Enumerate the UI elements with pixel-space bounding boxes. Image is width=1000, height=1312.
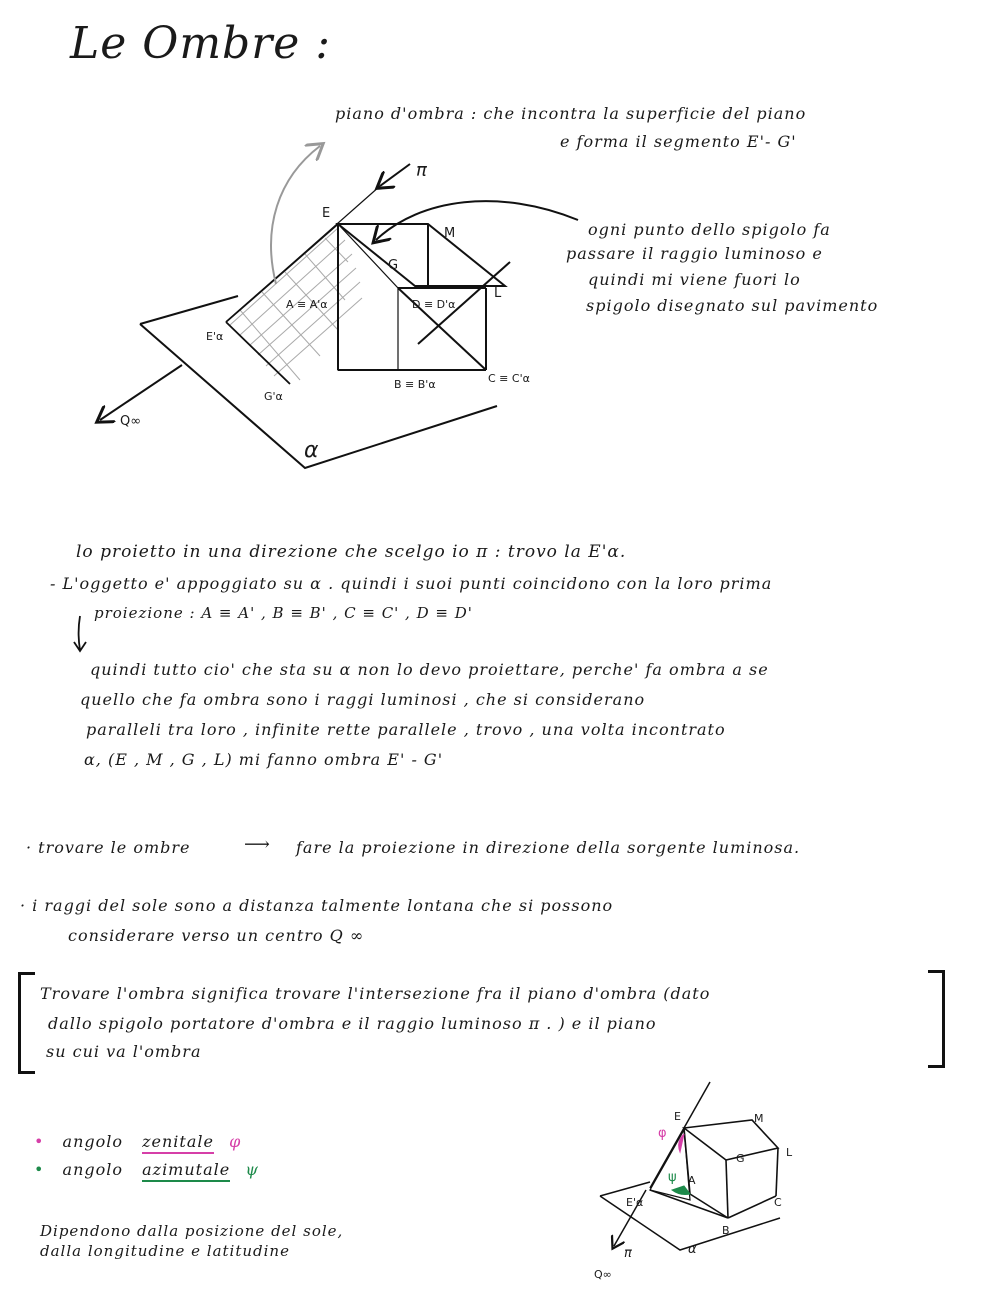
zenith-word: zenitale — [142, 1132, 214, 1154]
green-bullet-icon: • — [34, 1160, 44, 1179]
d2-label-L: L — [786, 1146, 793, 1159]
azimuth-angle-mark — [672, 1186, 690, 1195]
label-Q: Q∞ — [120, 414, 142, 429]
label-G-prime: G'α — [264, 390, 283, 403]
label-M: M — [444, 226, 456, 241]
bullet-find-shadows: · trovare le ombre — [26, 838, 191, 857]
note-ray-line1: ogni punto dello spigolo fa — [588, 220, 831, 239]
boxed-line1: Trovare l'ombra significa trovare l'intersezione fra il piano d'ombra (dato — [40, 984, 711, 1003]
label-pi: π — [416, 160, 428, 181]
label-B: B ≡ B'α — [394, 378, 436, 391]
label-E-prime: E'α — [206, 330, 224, 343]
para1-line1: lo proietto in una direzione che scelgo io π : trovo la E'α. — [76, 542, 627, 562]
azimuth-symbol: ψ — [245, 1160, 259, 1179]
para1-line3: proiezione : A ≡ A' , B ≡ B' , C ≡ C' , D ≡ D' — [94, 604, 473, 622]
azimuth-label: angolo — [62, 1160, 123, 1179]
page-title: Le Ombre : — [70, 18, 332, 69]
label-A: A ≡ A'α — [286, 298, 328, 311]
label-C: C ≡ C'α — [488, 372, 530, 385]
d2-label-phi: φ — [658, 1126, 667, 1141]
depends-line1: Dipendono dalla posizione del sole, — [40, 1222, 344, 1240]
pink-bullet-icon: • — [34, 1132, 44, 1151]
d2-label-E-prime: E'α — [626, 1196, 644, 1209]
d2-label-alpha: α — [688, 1242, 698, 1257]
note-shadow-plane-line1: piano d'ombra : che incontra la superficie del piano — [335, 104, 807, 123]
d2-label-A: A — [688, 1174, 696, 1187]
d2-label-Q: Q∞ — [594, 1268, 612, 1281]
label-L: L — [494, 286, 502, 301]
d2-label-M: M — [754, 1112, 764, 1125]
d2-label-psi: ψ — [668, 1170, 677, 1185]
bullet-sun-rays-line2: considerare verso un centro Q ∞ — [68, 926, 365, 945]
bullet-find-shadows-right: fare la proiezione in direzione della sorgente luminosa. — [296, 838, 801, 857]
label-E: E — [322, 206, 331, 221]
note-ray-line2: passare il raggio luminoso e — [566, 244, 823, 263]
bullet-sun-rays-line1: · i raggi del sole sono a distanza talmente lontana che si possono — [20, 896, 614, 915]
para2-line2: quello che fa ombra sono i raggi luminosi , che si considerano — [80, 690, 646, 709]
azimuth-word: azimutale — [142, 1160, 230, 1182]
d2-label-G: G — [736, 1152, 745, 1165]
note-shadow-plane-line2: e forma il segmento E'- G' — [560, 132, 797, 151]
zenith-symbol: φ — [229, 1132, 242, 1151]
d2-label-E: E — [674, 1110, 681, 1123]
para2-line4: α, (E , M , G , L) mi fanno ombra E' - G' — [84, 750, 444, 769]
depends-line2: dalla longitudine e latitudine — [40, 1242, 290, 1260]
label-alpha: α — [304, 438, 320, 463]
boxed-line2: dallo spigolo portatore d'ombra e il raggio luminoso π . ) e il piano — [48, 1014, 657, 1033]
d2-label-pi: π — [624, 1246, 633, 1261]
boxed-line3: su cui va l'ombra — [46, 1042, 202, 1061]
d2-label-B: B — [722, 1224, 730, 1237]
label-G: G — [388, 258, 399, 273]
zenith-label: angolo — [62, 1132, 123, 1151]
label-D: D ≡ D'α — [412, 298, 456, 311]
para2-line1: quindi tutto cio' che sta su α non lo devo proiettare, perche' fa ombra a se — [90, 660, 769, 679]
arrow-right-icon: ⟶ — [244, 834, 270, 855]
note-ray-line3: quindi mi viene fuori lo — [588, 270, 801, 289]
para2-line3: paralleli tra loro , infinite rette parallele , trovo , una volta incontrato — [86, 720, 726, 739]
d2-label-C: C — [774, 1196, 782, 1209]
note-ray-line4: spigolo disegnato sul pavimento — [586, 296, 879, 315]
para1-line2: - L'oggetto e' appoggiato su α . quindi i suoi punti coincidono con la loro prima — [50, 574, 773, 593]
